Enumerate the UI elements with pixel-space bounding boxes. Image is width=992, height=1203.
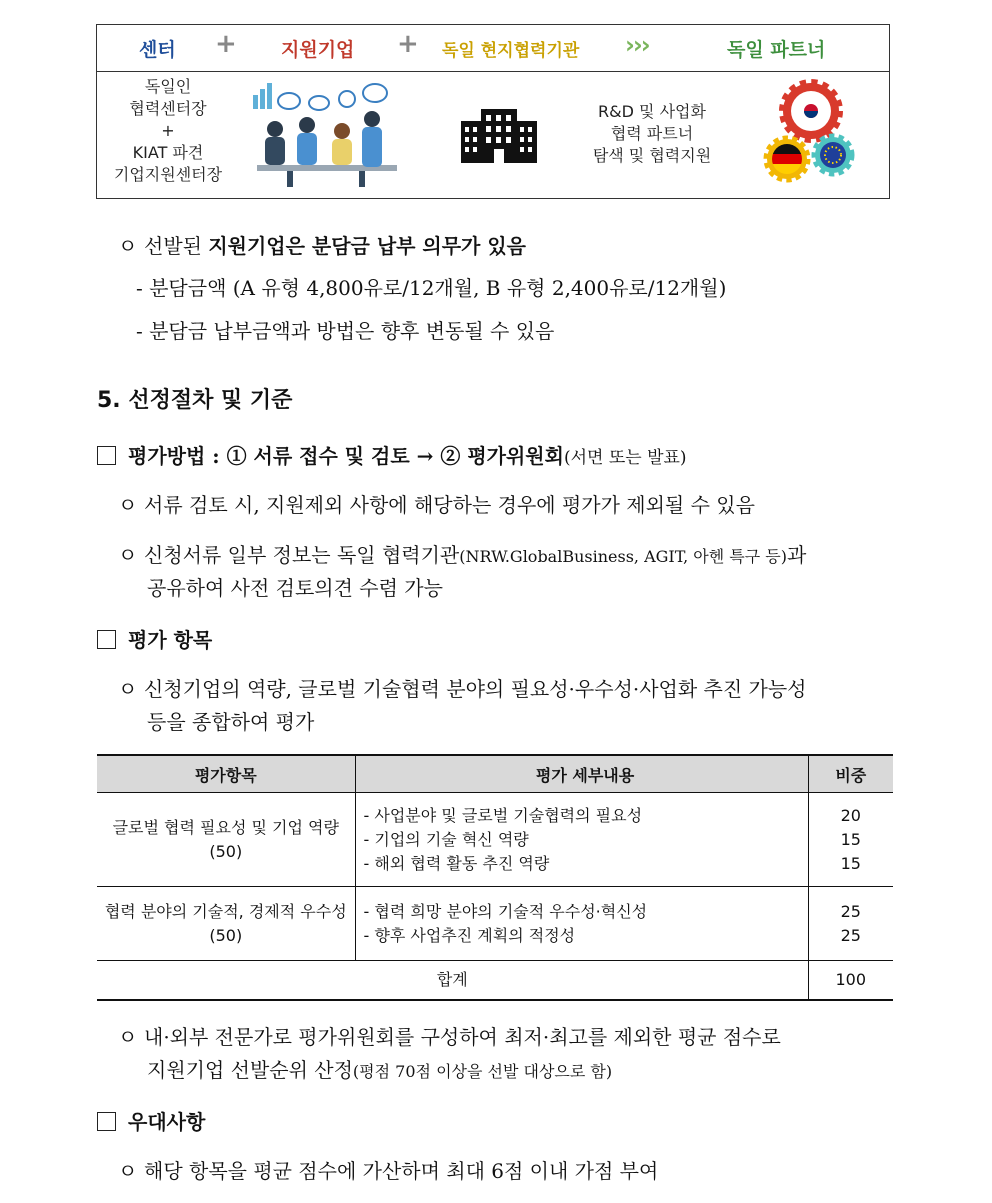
label-company: 지원기업 [281,39,355,61]
preference-heading: 우대사항 [97,1106,205,1135]
row-item: 글로벌 협력 필요성 및 기업 역량 (50) [97,793,355,887]
row-weights: 20 15 15 [808,793,893,887]
flag-gears-illustration [761,79,861,187]
meeting-people-illustration [247,79,407,191]
contribution-amount: - 분담금액 (A 유형 4,800유로/12개월, B 유형 2,400유로/12개월) [136,276,727,300]
cooperation-diagram [96,24,890,199]
row-weights: 25 25 [808,887,893,961]
section-title: 5. 선정절차 및 기준 [97,388,293,413]
info-sharing-bullet: ㅇ 신청서류 일부 정보는 독일 협력기관(NRW.GlobalBusiness, AGIT, 아헨 특구 등)과 [118,543,807,567]
plus-icon: + [215,29,237,59]
label-local-agency: 독일 현지협력기관 [442,41,580,61]
info-sharing-bullet-cont: 공유하여 사전 검토의견 수렴 가능 [147,576,443,600]
checkbox-square-icon [97,630,116,649]
table-row [97,793,893,887]
arrow-icon: ››› [625,31,649,59]
committee-bullet-cont: 지원기업 선발순위 산정(평점 70점 이상을 선발 대상으로 함) [147,1058,613,1082]
checkbox-square-icon [97,446,116,465]
committee-bullet: ㅇ 내·외부 전문가로 평가위원회를 구성하여 최저·최고를 제외한 평균 점수로 [118,1025,781,1049]
table-header-row [97,755,893,793]
total-label: 합계 [97,961,808,1001]
evaluation-items-heading: 평가 항목 [97,624,212,653]
label-center: 센터 [139,39,176,61]
plus-icon: + [397,29,419,59]
contribution-duty-bullet: ㅇ 선발된 지원기업은 분담금 납부 의무가 있음 [118,234,526,258]
header-weight: 비중 [808,755,893,793]
evaluation-method-heading: 평가방법 : ① 서류 접수 및 검토 → ② 평가위원회(서면 또는 발표) [97,440,687,469]
center-description: 독일인 협력센터장 + KIAT 파견 기업지원센터장 [113,77,223,184]
document-review-bullet: ㅇ 서류 검토 시, 지원제외 사항에 해당하는 경우에 평가가 제외될 수 있음 [118,493,755,517]
row-details: - 협력 희망 분야의 기술적 우수성·혁신성 - 향후 사업추진 계획의 적정성 [355,887,808,961]
header-item: 평가항목 [97,755,355,793]
evaluation-items-bullet: ㅇ 신청기업의 역량, 글로벌 기술협력 분야의 필요성·우수성·사업화 추진 가능성 [118,677,807,701]
row-item: 협력 분야의 기술적, 경제적 우수성 (50) [97,887,355,961]
building-icon [459,107,539,165]
row-details: - 사업분야 및 글로벌 기술협력의 필요성 - 기업의 기술 혁신 역량 - 해외 협력 활동 추진 역량 [355,793,808,887]
checkbox-square-icon [97,1112,116,1131]
partner-description: R&D 및 사업화 협력 파트너 탐색 및 협력지원 [592,102,712,165]
total-value: 100 [808,961,893,1001]
table-row [97,887,893,961]
preference-bullet: ㅇ 해당 항목을 평균 점수에 가산하며 최대 6점 이내 가점 부여 [118,1159,659,1183]
label-partner: 독일 파트너 [727,39,826,61]
table-total-row [97,961,893,1001]
diagram-header [97,25,889,72]
evaluation-items-bullet-cont: 등을 종합하여 평가 [147,710,315,734]
evaluation-table [97,754,893,1001]
header-details: 평가 세부내용 [355,755,808,793]
contribution-change-note: - 분담금 납부금액과 방법은 향후 변동될 수 있음 [136,319,555,343]
